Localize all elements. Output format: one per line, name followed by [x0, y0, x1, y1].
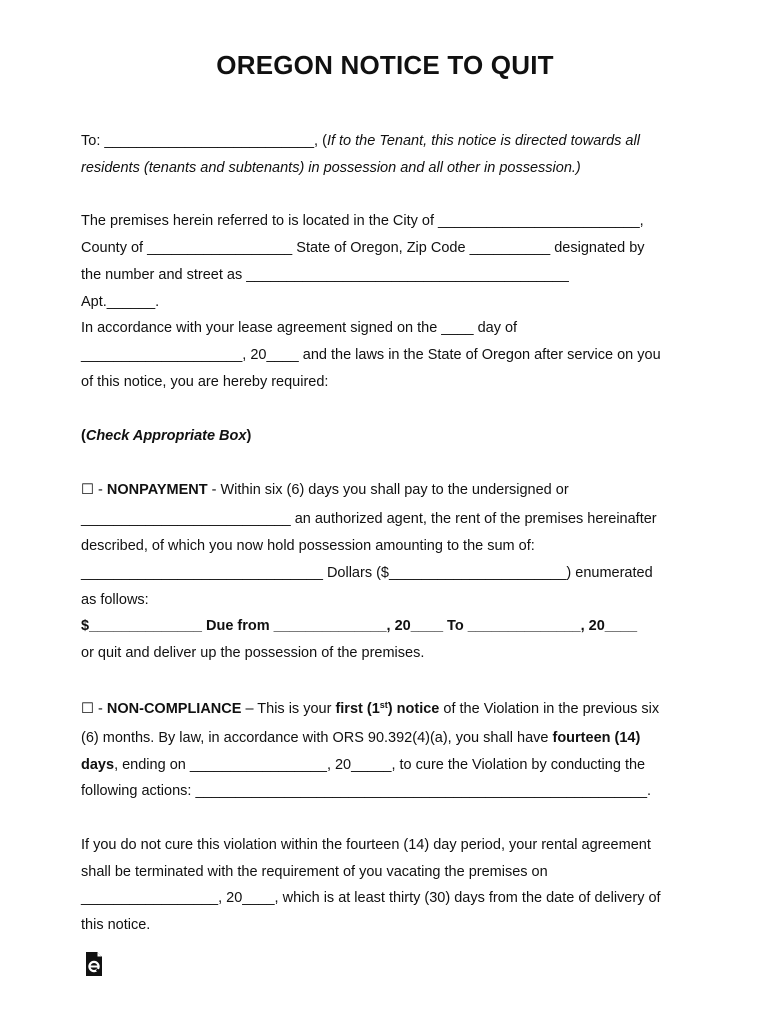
to-note-line2: residents (tenants and subtenants) in possession and all other in possession.) — [81, 160, 581, 176]
first-notice-b: ) notice — [387, 701, 440, 717]
nonpayment-line2: __________________________ an authorized agent, the rent of the premises hereinafter — [81, 511, 657, 527]
noncompliance-checkbox[interactable]: ☐ - — [81, 701, 107, 717]
nonpayment-line7: or quit and deliver up the possession of the premises. — [81, 645, 425, 661]
fourteen-days-bold: fourteen (14) — [552, 730, 641, 746]
termination-line2: shall be terminated with the requirement of you vacating the premises on — [81, 864, 548, 880]
to-note-line1: If to the Tenant, this notice is directed towards all — [326, 133, 640, 149]
noncompliance-heading: NON-COMPLIANCE — [106, 701, 242, 717]
nonpayment-line1-text: - Within six (6) days you shall pay to the undersigned or — [207, 482, 569, 498]
premises-line6: ____________________, 20____ and the laws in the State of Oregon after service on you — [81, 347, 661, 363]
noncompliance-line1-a: – This is your — [241, 701, 336, 717]
paren-open: ( — [81, 428, 86, 444]
first-notice-sup: st — [379, 700, 388, 710]
premises-line5: In accordance with your lease agreement signed on the ____ day of — [81, 320, 518, 336]
premises-line1: The premises herein referred to is located in the City of _________________________, — [81, 213, 644, 229]
check-box-instruction — [81, 427, 251, 445]
eforms-logo-icon — [84, 951, 104, 977]
document-title: OREGON NOTICE TO QUIT — [216, 50, 554, 80]
paren-close: ) — [246, 428, 252, 444]
noncompliance-line4: following actions: ________________________________________________________. — [81, 783, 652, 799]
nonpayment-line3: described, of which you now hold possession amounting to the sum of: — [81, 538, 535, 554]
days-bold: days — [81, 757, 115, 773]
first-notice-a: first (1 — [335, 701, 380, 717]
check-box-text: Check Appropriate Box — [85, 428, 247, 444]
premises-line3: the number and street as ________________________________________ — [81, 267, 569, 283]
to-label: To: __________________________, ( — [81, 133, 327, 149]
nonpayment-heading: NONPAYMENT — [106, 482, 208, 498]
nonpayment-line6: $______________ Due from ______________, 20____ To ______________, 20____ — [81, 618, 638, 634]
nonpayment-line5: as follows: — [81, 592, 149, 608]
noncompliance-line1-b: of the Violation in the previous six — [439, 701, 660, 717]
noncompliance-line1 — [81, 700, 659, 718]
noncompliance-line2-a: (6) months. By law, in accordance with ORS 90.392(4)(a), you shall have — [81, 730, 553, 746]
noncompliance-line3-rest: , ending on _________________, 20_____, to cure the Violation by conducting the — [114, 757, 646, 773]
noncompliance-line2 — [81, 729, 640, 747]
termination-line3: _________________, 20____, which is at least thirty (30) days from the date of delivery of — [81, 890, 661, 906]
to-line — [81, 132, 640, 150]
nonpayment-line4: ______________________________ Dollars ($______________________) enumerated — [81, 565, 653, 581]
termination-line1: If you do not cure this violation within the fourteen (14) day period, your rental agreement — [81, 837, 651, 853]
nonpayment-line1 — [81, 481, 569, 499]
nonpayment-checkbox[interactable]: ☐ - — [81, 482, 107, 498]
noncompliance-line3 — [81, 756, 645, 774]
premises-line7: of this notice, you are hereby required: — [81, 374, 329, 390]
premises-line2: County of __________________ State of Oregon, Zip Code __________ designated by — [81, 240, 645, 256]
termination-line4: this notice. — [81, 917, 151, 933]
premises-line4: Apt.______. — [81, 294, 160, 310]
